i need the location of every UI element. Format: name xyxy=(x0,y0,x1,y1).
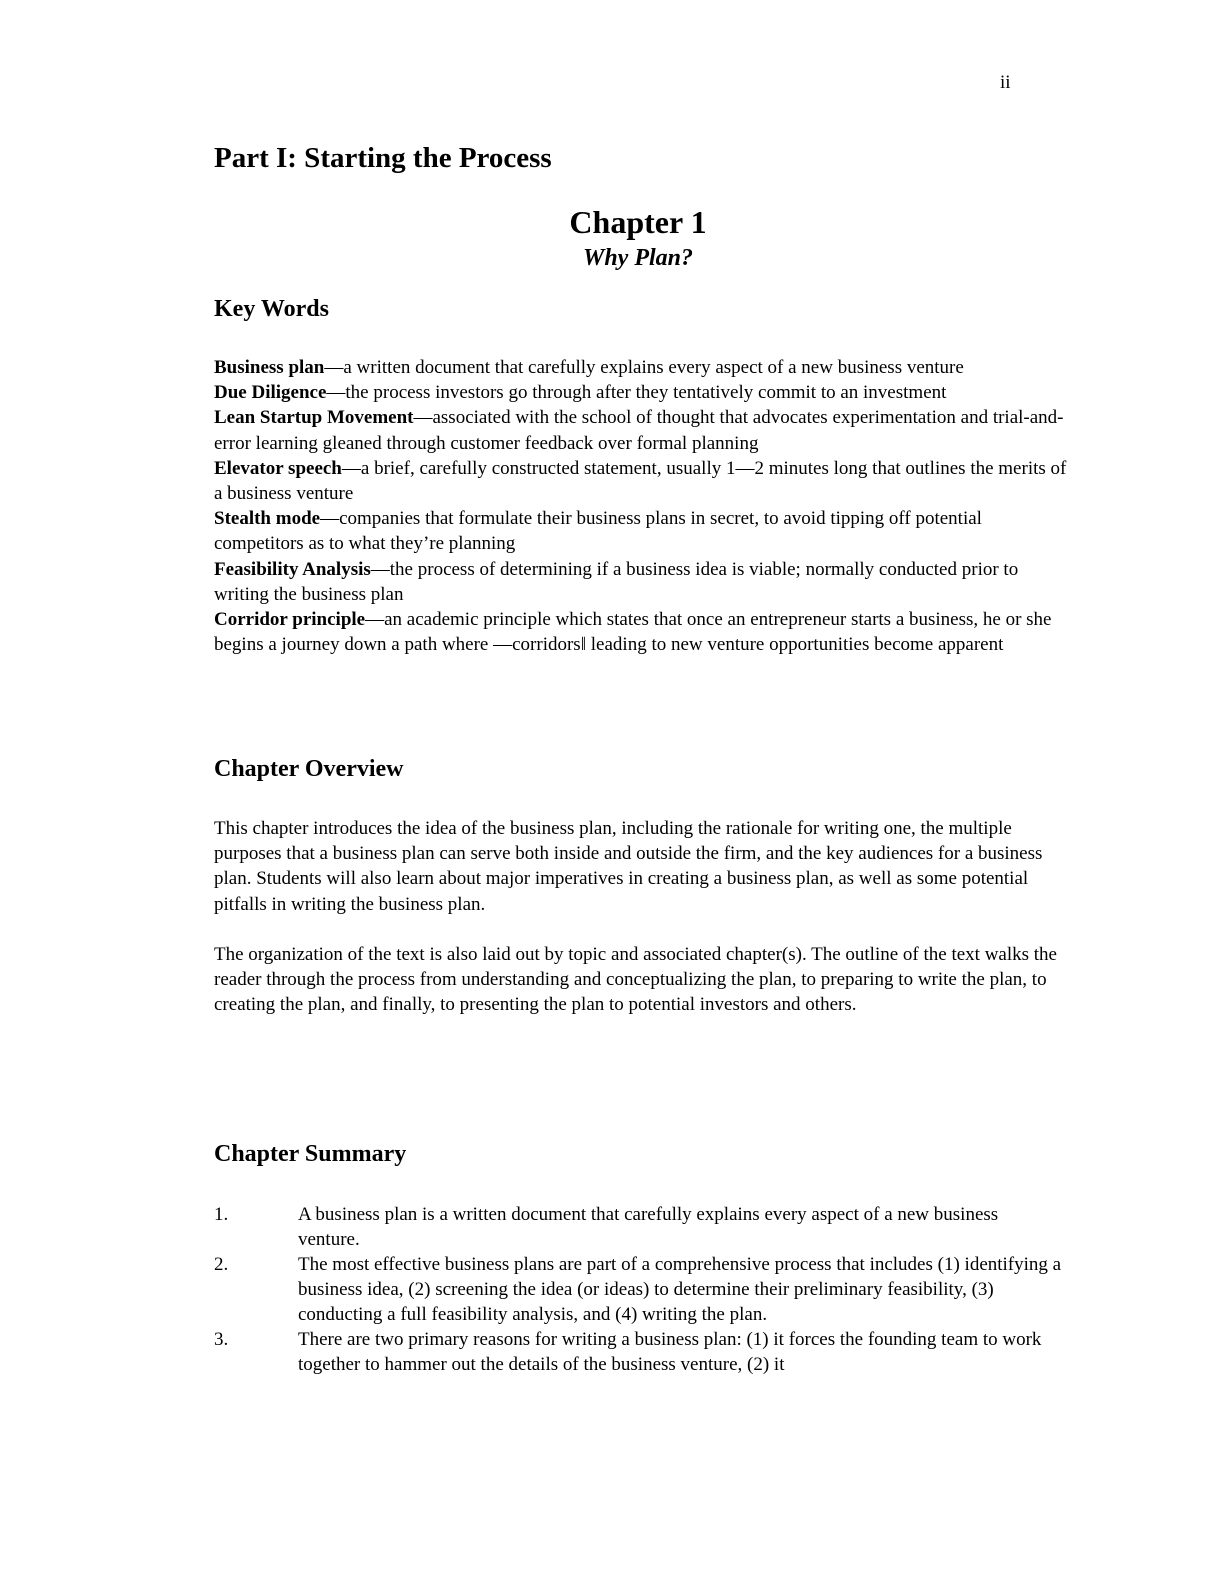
summary-item-text: There are two primary reasons for writing a business plan: (1) it forces the founding team to work together to hammer out the details of the business venture, (2) it xyxy=(298,1329,1042,1375)
key-word-term: Lean Startup Movement xyxy=(214,407,414,429)
part-title: Part I: Starting the Process xyxy=(214,142,552,174)
key-word-definition: —associated with the school of thought that advocates experimentation and trial-and-error learning gleaned through customer feedback over formal planning xyxy=(214,407,1064,454)
chapter-overview-body xyxy=(214,816,1064,1042)
chapter-summary-list xyxy=(214,1202,1064,1377)
key-word-definition: —the process investors go through after they tentatively commit to an investment xyxy=(326,382,947,404)
summary-item-text: The most effective business plans are part of a comprehensive process that includes (1) identifying a business idea, (2) screening the idea (or ideas) to determine their preliminary feasibility, (3) conducting a full feasibility analysis, and (4) writing the plan. xyxy=(298,1254,1062,1325)
summary-item-number: 2. xyxy=(214,1254,229,1275)
key-word-definition: —an academic principle which states that once an entrepreneur starts a business, he or she begins a journey down a path where ―corridors‖ leading to new venture opportunities become apparent xyxy=(214,609,1052,656)
summary-item xyxy=(214,1202,1064,1252)
chapter-summary-heading: Chapter Summary xyxy=(214,1141,407,1167)
chapter-overview-heading: Chapter Overview xyxy=(214,756,404,782)
summary-item-number: 3. xyxy=(214,1329,229,1350)
summary-item xyxy=(214,1252,1064,1327)
overview-paragraph: The organization of the text is also laid out by topic and associated chapter(s). The outline of the text walks the reader through the process from understanding and conceptualizing the plan, to preparing to write the plan, to creating the plan, and finally, to presenting the plan to potential investors and others. xyxy=(214,943,1057,1016)
key-word-term: Business plan xyxy=(214,357,325,378)
key-word-definition: —a brief, carefully constructed statement, usually 1—2 minutes long that outlines the merits of a business venture xyxy=(214,457,1067,505)
key-word-entry xyxy=(214,607,1074,657)
key-word-entry xyxy=(214,557,1074,607)
chapter-title: Chapter 1 xyxy=(569,204,707,240)
key-word-definition: —the process of determining if a business idea is viable; normally conducted prior to writing the business plan xyxy=(214,558,1019,605)
key-word-term: Elevator speech xyxy=(214,457,342,479)
key-word-term: Feasibility Analysis xyxy=(214,558,371,580)
chapter-header xyxy=(214,202,1062,274)
page-number: ii xyxy=(1000,72,1011,93)
summary-item xyxy=(214,1327,1064,1377)
key-word-definition: —companies that formulate their business plans in secret, to avoid tipping off potential competitors as to what they’re planning xyxy=(214,508,982,555)
summary-item-text: A business plan is a written document that carefully explains every aspect of a new business venture. xyxy=(298,1204,999,1250)
key-word-entry xyxy=(214,506,1074,556)
key-word-entry xyxy=(214,405,1074,455)
key-word-definition: —a written document that carefully explains every aspect of a new business venture xyxy=(324,357,964,378)
key-word-entry xyxy=(214,355,1074,380)
summary-item-number: 1. xyxy=(214,1204,229,1225)
key-word-entry xyxy=(214,380,1074,405)
key-word-entry xyxy=(214,456,1074,506)
key-word-term: Due Diligence xyxy=(214,382,327,404)
chapter-subtitle: Why Plan? xyxy=(582,245,693,271)
key-word-term: Stealth mode xyxy=(214,508,321,530)
key-words-list xyxy=(214,355,1074,657)
key-words-heading: Key Words xyxy=(214,296,329,322)
key-word-term: Corridor principle xyxy=(214,609,366,631)
overview-paragraph: This chapter introduces the idea of the business plan, including the rationale for writing one, the multiple purposes that a business plan can serve both inside and outside the firm, and the key audiences for a business plan. Students will also learn about major imperatives in creating a business plan, as well as some potential pitfalls in writing the business plan. xyxy=(214,818,1043,915)
